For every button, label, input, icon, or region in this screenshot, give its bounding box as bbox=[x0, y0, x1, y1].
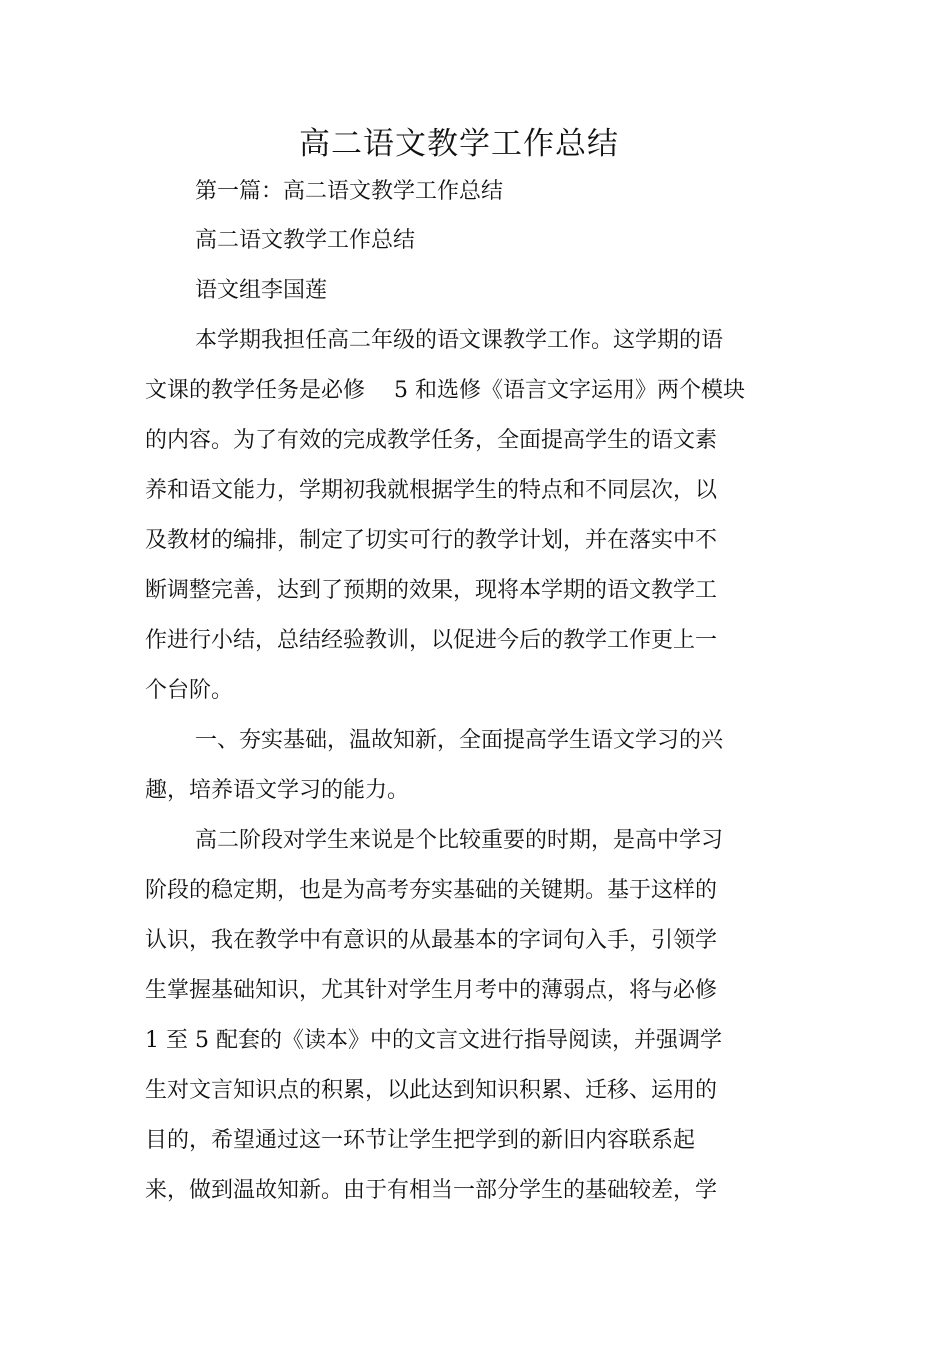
author-line: 语文组李国莲 bbox=[195, 278, 328, 303]
section-heading: 第一篇：高二语文教学工作总结 bbox=[195, 179, 504, 204]
paragraph-line: 文课的教学任务是必修 5 和选修《语言文字运用》两个模块 bbox=[145, 378, 745, 403]
paragraph-line: 生掌握基础知识，尤其针对学生月考中的薄弱点，将与必修 bbox=[145, 978, 718, 1003]
section-heading-line: 一、夯实基础，温故知新，全面提高学生语文学习的兴 bbox=[195, 728, 724, 753]
paragraph-line: 认识，我在教学中有意识的从最基本的字词句入手，引领学 bbox=[145, 928, 718, 953]
paragraph-line: 阶段的稳定期，也是为高考夯实基础的关键期。基于这样的 bbox=[145, 878, 718, 903]
paragraph-line: 目的，希望通过这一环节让学生把学到的新旧内容联系起 bbox=[145, 1128, 696, 1153]
paragraph-line: 本学期我担任高二年级的语文课教学工作。这学期的语 bbox=[195, 328, 724, 353]
paragraph-line: 的内容。为了有效的完成教学任务，全面提高学生的语文素 bbox=[145, 428, 718, 453]
section-heading-line: 趣，培养语文学习的能力。 bbox=[145, 778, 410, 803]
paragraph-line: 作进行小结，总结经验教训，以促进今后的教学工作更上一 bbox=[145, 628, 718, 653]
paragraph-line: 个台阶。 bbox=[145, 678, 234, 703]
paragraph-line: 生对文言知识点的积累，以此达到知识积累、迁移、运用的 bbox=[145, 1078, 718, 1103]
paragraph-line: 及教材的编排，制定了切实可行的教学计划，并在落实中不 bbox=[145, 528, 718, 553]
paragraph-line: 高二阶段对学生来说是个比较重要的时期，是高中学习 bbox=[195, 828, 724, 853]
paragraph-line: 养和语文能力，学期初我就根据学生的特点和不同层次，以 bbox=[145, 478, 718, 503]
document-title: 高二语文教学工作总结 bbox=[299, 126, 619, 162]
paragraph-line: 来，做到温故知新。由于有相当一部分学生的基础较差，学 bbox=[145, 1178, 718, 1203]
paragraph-line: 1 至 5 配套的《读本》中的文言文进行指导阅读，并强调学 bbox=[145, 1028, 722, 1053]
paragraph-line: 断调整完善，达到了预期的效果，现将本学期的语文教学工 bbox=[145, 578, 718, 603]
subtitle: 高二语文教学工作总结 bbox=[195, 228, 416, 253]
